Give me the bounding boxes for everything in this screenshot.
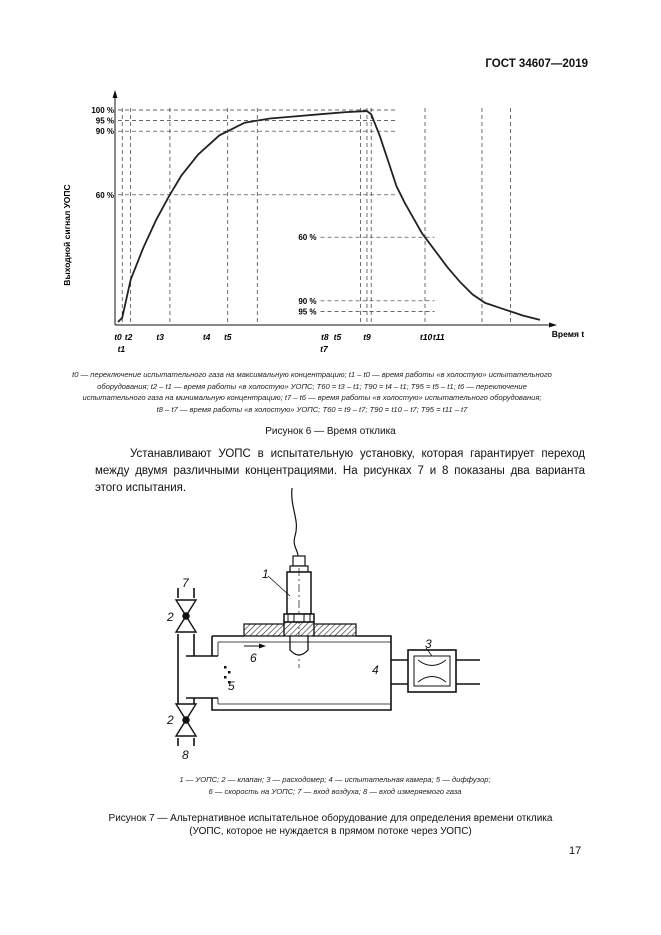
label-gas-inlet: 8 [182,748,189,762]
x-tick-label: t11 [432,332,445,342]
label-valve-bottom: 2 [167,713,174,727]
valve-bottom [176,704,196,736]
paragraph-text: Устанавливают УОПС в испытательную установку, которая гарантирует переход между двумя различными концентрациями. На рисунках 7 и 8 показаны два варианта этого испытания. [95,448,585,494]
page-number: 17 [569,845,582,857]
y-tick-label: 90 % [95,127,114,137]
x-tick-label: t8 [320,332,329,342]
mounting-plate-right [314,624,356,636]
x-tick-label: t3 [156,332,164,342]
series-line-output-signal [118,111,540,322]
fall-level-label: 90 % [298,296,317,306]
x-tick-label: t0 [114,332,122,342]
legend-line: 1 — УОПС; 2 — клапан; 3 — расходомер; 4 — испытательная камера; 5 — диффузор; [179,775,491,784]
x-tick-label: t2 [124,332,133,342]
figure6-caption: Рисунок 6 — Время отклика [265,426,396,437]
x-axis-label: Время t [551,329,585,339]
sensor-cable [292,488,298,556]
caption-line: (УОПС, которое не нуждается в прямом потоке через УОПС) [189,826,472,837]
mounting-plate-left [244,624,284,636]
figure7-legend [100,774,570,797]
fall-level-labels [298,233,316,316]
label-valve-top: 2 [167,610,174,624]
apparatus-diagram [0,478,661,768]
outlet-pipe [391,660,408,684]
x-tick-label: t10 [419,332,433,342]
flowmeter [408,650,456,692]
valve-top [176,600,196,632]
x-tick-label: t1 [117,344,126,354]
velocity-arrow-icon [259,644,266,649]
chart-guides [118,108,510,325]
exhaust-pipe [456,660,480,684]
fall-level-label: 60 % [298,233,317,243]
label-velocity: 6 [250,651,257,665]
label-chamber: 4 [372,663,379,677]
sensor-uops [284,556,314,668]
y-tick-label: 60 % [95,190,114,200]
figure7-caption [60,812,601,838]
legend-line: t0 — переключение испытательного газа на максимальную концентрацию; t1 – t0 — время работы «в холостую» испытательного [72,370,552,379]
label-sensor: 1 [262,567,269,581]
label-diffuser: 5 [228,679,235,693]
x-tick-label: t7 [320,344,328,354]
legend-line: 6 — скорость на УОПС; 7 — вход воздуха; 8 — вход измеряемого газа [208,786,462,796]
y-tick-label: 100 % [91,106,114,115]
legend-line: t8 – t7 — время работы «в холостую» УОПС; T60 = t9 – t7; T90 = t10 – t7; T95 = t11 – t7 [156,404,468,414]
x-tick-label: t5 [333,332,342,342]
x-tick-label: t4 [202,332,211,342]
mounting-plate-center [284,622,314,636]
label-flowmeter: 3 [425,637,432,651]
diffuser-pipe [186,656,218,698]
y-tick-labels [91,106,114,200]
sensor-tip [290,636,308,655]
x-tick-label: t9 [363,332,371,342]
fall-level-label: 95 % [298,307,317,317]
y-tick-label: 95 % [95,116,114,126]
x-tick-labels [114,332,445,354]
document-id: ГОСТ 34607—2019 [485,58,588,70]
label-air-inlet: 7 [182,576,189,590]
x-tick-label: t5 [223,332,232,342]
legend-line: испытательного газа на минимальную концентрацию; t7 – t6 — время работы «в холостую» испытательного оборудования; [82,393,542,402]
y-axis-arrow-icon [113,90,118,98]
response-time-chart [0,80,661,365]
legend-line: оборудования; t2 – t1 — время работы «в холостую» УОПС; T60 = t3 – t1; T90 = t4 – t1; T95 = t5 – t1; t6 — переключение [97,381,527,391]
x-axis-arrow-icon [549,323,557,328]
figure6-legend [52,369,572,415]
y-axis-label: Выходной сигнал УОПС [62,184,72,286]
caption-line: Рисунок 7 — Альтернативное испытательное оборудование для определения времени отклика [108,813,553,824]
chart-axes [113,90,558,328]
sensor-connector [293,556,305,566]
